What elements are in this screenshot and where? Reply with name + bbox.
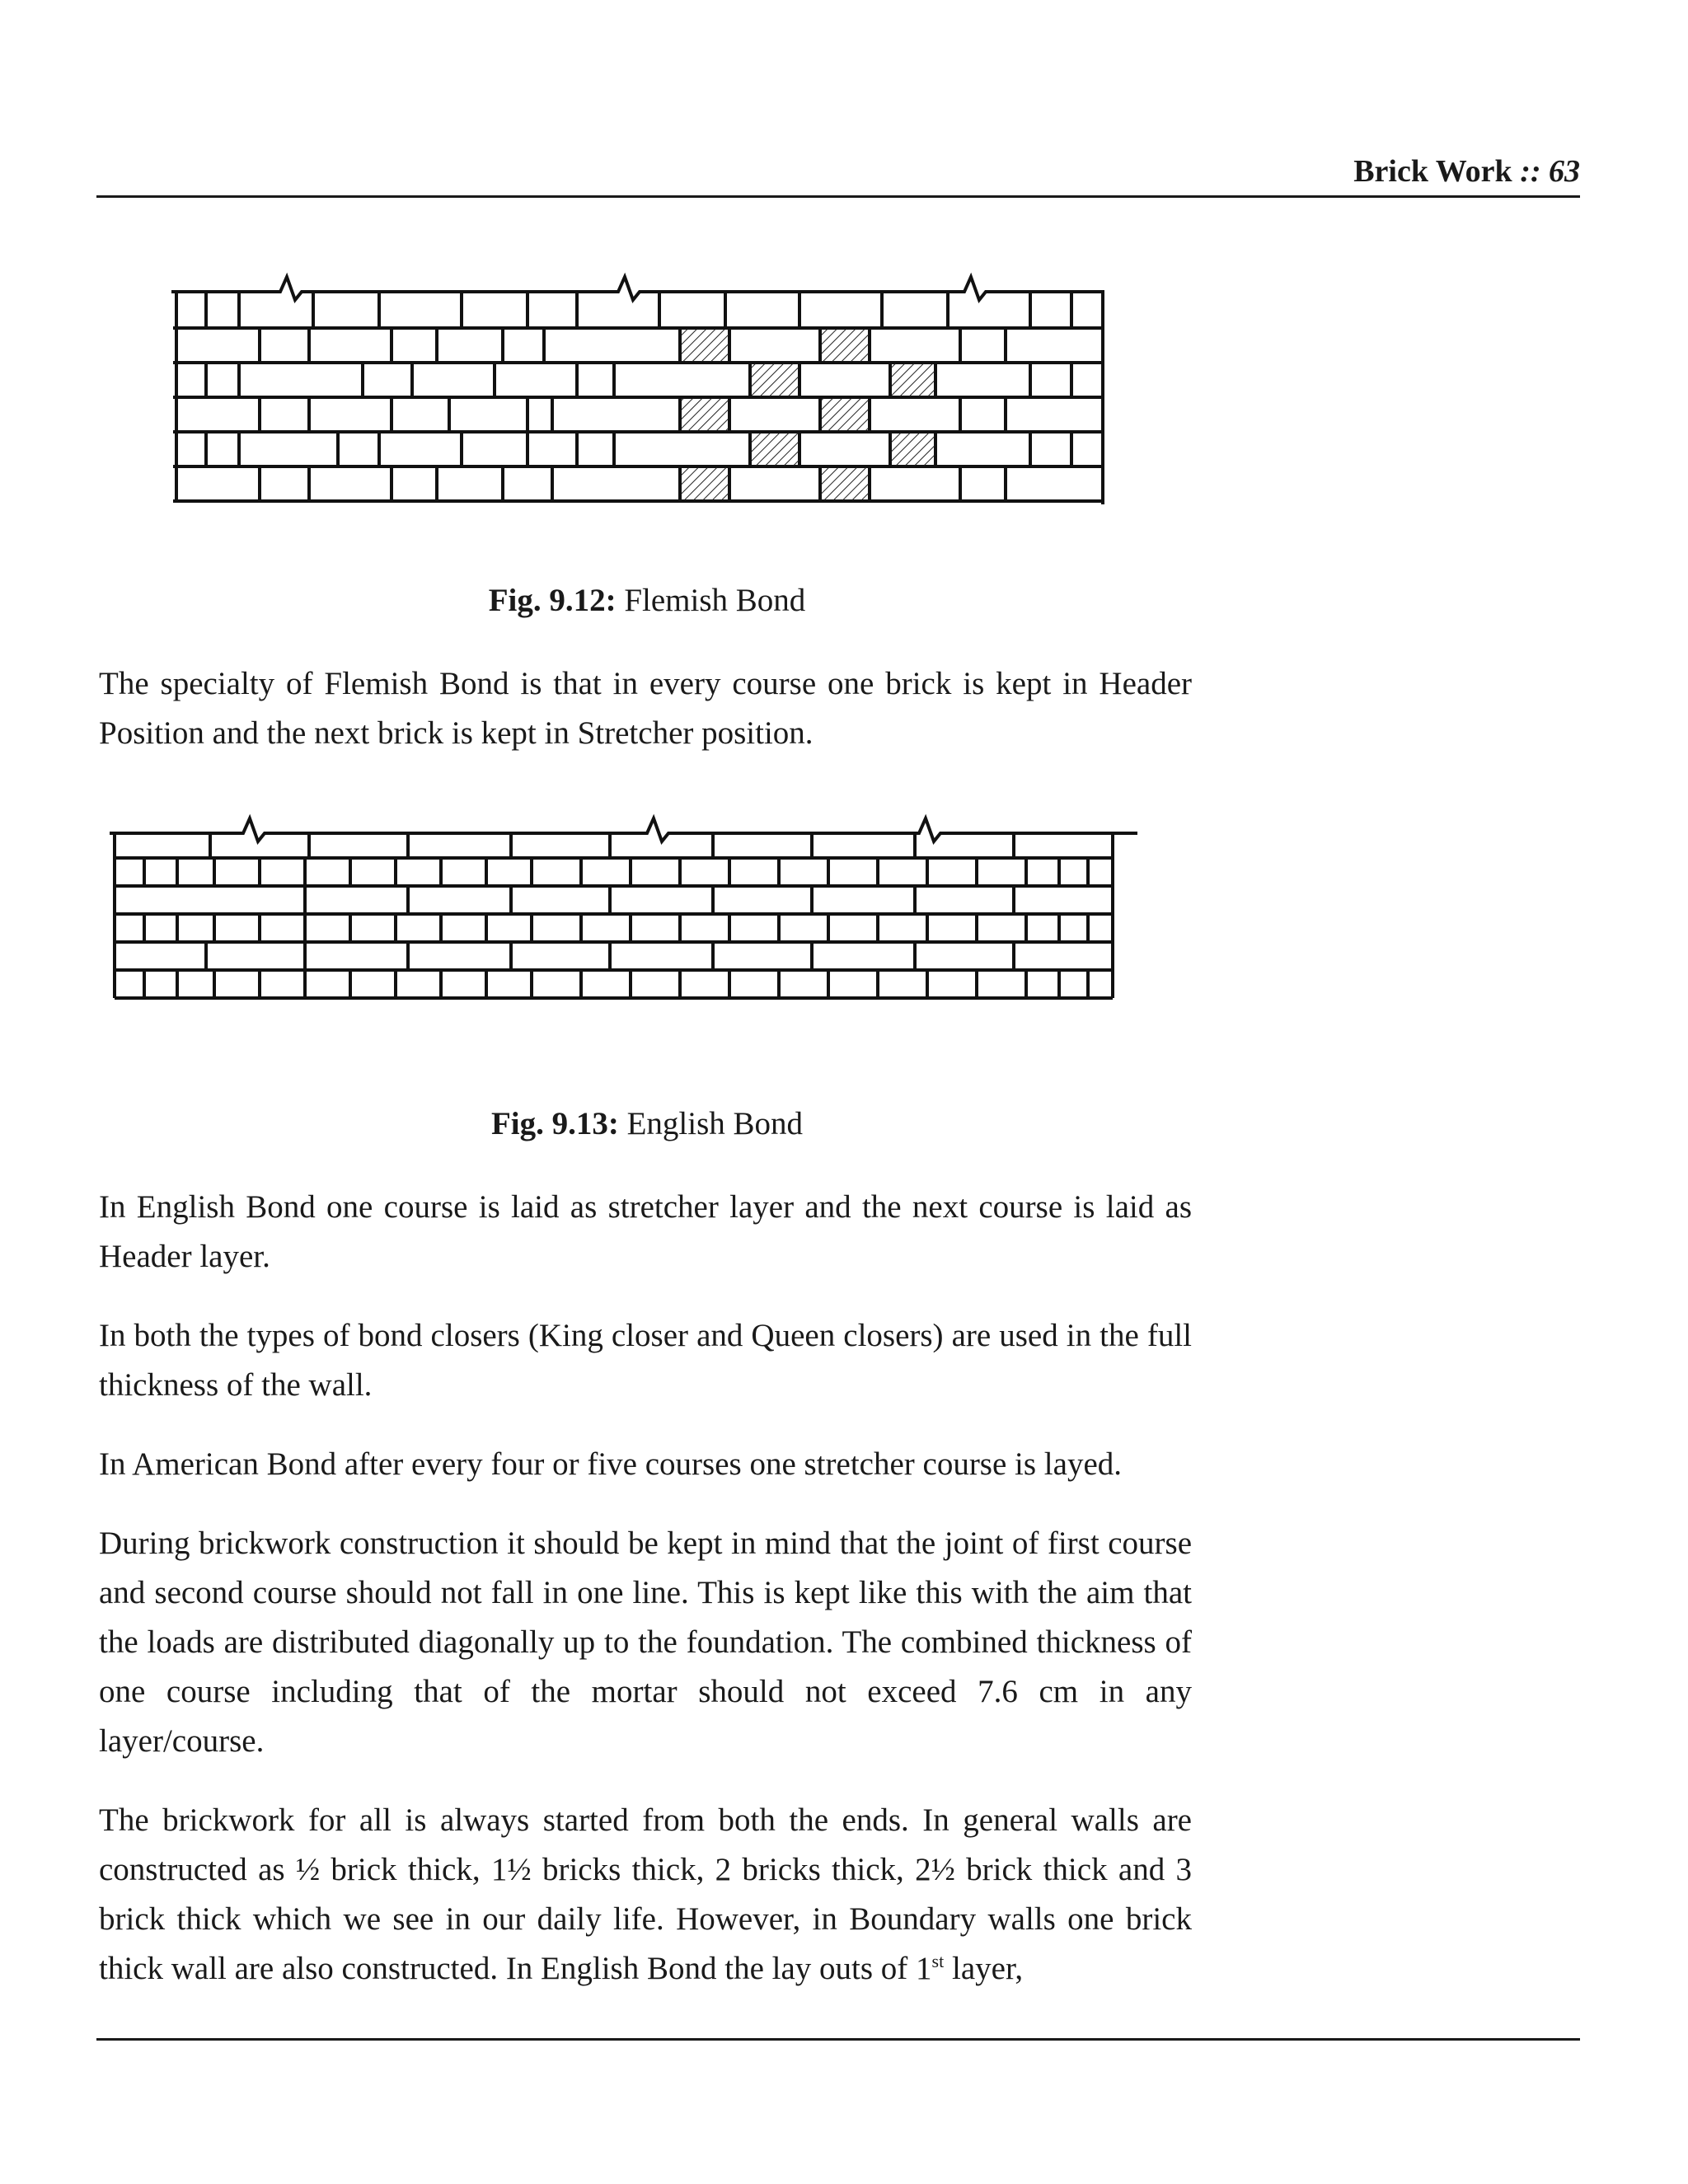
paragraph-english-bond: In English Bond one course is laid as stretcher layer and the next course is laid as Header layer. [99, 1189, 1192, 1274]
paragraph-american-bond: In American Bond after every four or five courses one stretcher course is layed. [99, 1446, 1123, 1482]
figure-caption-9-12 [0, 582, 1294, 619]
page-number: 63 [1549, 154, 1580, 189]
figure-label: Fig. 9.12: [488, 583, 617, 618]
paragraph-closers: In both the types of bond closers (King closer and Queen closers) are used in the full thickness of the wall. [99, 1318, 1192, 1403]
paragraph-flemish-bond: The specialty of Flemish Bond is that in every course one brick is kept in Header Position and the next brick is kept in Stretcher position. [99, 666, 1192, 751]
running-header [96, 145, 1580, 194]
footer-rule [96, 2038, 1580, 2041]
header-text [1353, 153, 1580, 190]
ordinal-suffix: st [931, 1951, 945, 1971]
header-section-title: Brick Work [1353, 154, 1512, 189]
paragraph-wall-thickness [99, 1796, 1192, 1994]
figure-caption-9-13 [0, 1105, 1294, 1142]
paragraph-wall-thickness-tail: layer, [944, 1951, 1024, 1986]
flemish-bond-drawing [165, 264, 1121, 511]
flemish-bond-figure [165, 264, 1121, 511]
english-bond-drawing [103, 804, 1158, 1018]
paragraph-construction-joints: During brickwork construction it should be kept in mind that the joint of first course and second course should not fall in one line. This is kept like this with the aim that the loads are distributed diagonally up to the foundation. The combined thickness of one course including that of the mortar should not exceed 7.6 cm in any layer/course. [99, 1526, 1192, 1759]
figure-title: English Bond [626, 1106, 804, 1141]
header-separator: :: [1520, 154, 1541, 189]
english-bond-figure [103, 804, 1158, 1018]
figure-title: Flemish Bond [624, 583, 806, 618]
paragraph-wall-thickness-text: The brickwork for all is always started from both the ends. In general walls are constructed as ½ brick thick, 1½ bricks thick, 2 bricks thick, 2½ brick thick and 3 brick thick which we see in our daily life. However, in Boundary walls one brick thick wall are also constructed. In English Bond the lay outs of 1 [99, 1802, 1192, 1986]
header-rule [96, 195, 1580, 198]
figure-label: Fig. 9.13: [490, 1106, 619, 1141]
